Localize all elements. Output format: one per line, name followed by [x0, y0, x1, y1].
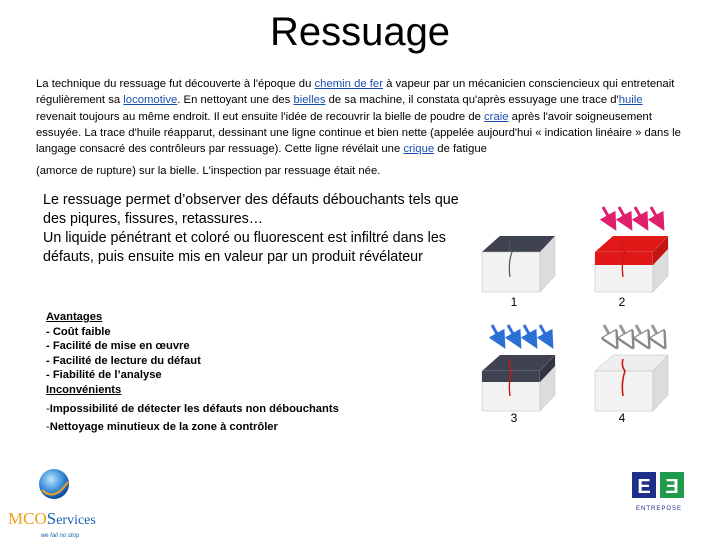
logo-tagline: we fail no stop [40, 533, 80, 539]
link-crique[interactable]: crique [403, 143, 435, 156]
link-huile[interactable]: huile [618, 94, 643, 107]
link-chemin-de-fer[interactable]: chemin de fer [314, 78, 383, 90]
block-step-2 [595, 236, 668, 292]
logo-text: MCOServices [8, 509, 96, 528]
ressuage-steps-figure [470, 195, 680, 425]
block-step-3 [482, 355, 555, 411]
intro-text: de fatigue [434, 143, 487, 156]
block-step-1 [482, 236, 555, 292]
advantage-item: - Facilité de mise en œuvre [46, 340, 190, 353]
step-label-4: 4 [618, 411, 626, 425]
inconvenient-item: -Nettoyage minutieux de la zone à contrôler [46, 421, 278, 434]
cleaner-arrows [492, 325, 549, 341]
step-label-2: 2 [618, 295, 626, 309]
logo-letter-e-mirrored: Ǝ [665, 476, 679, 498]
intro-paragraph [36, 76, 684, 180]
intro-text: revenait toujours au même endroit. Il eut ensuite l'idée de recouvrir la bielle de poudre de [36, 110, 485, 123]
mco-services-logo [4, 462, 116, 540]
inconvenients-heading: Inconvénients [46, 383, 122, 396]
pros-cons-list [46, 310, 376, 435]
logo-subtitle: ENTREPOSE [635, 506, 683, 512]
intro-text: La technique du ressuage fut découverte à l'époque du [36, 78, 315, 90]
link-craie[interactable]: craie [484, 110, 509, 123]
link-locomotive[interactable]: locomotive [123, 94, 178, 107]
intro-text: de sa machine, il constata qu'après essuyage une trace d' [325, 94, 619, 107]
advantage-item: - Facilité de lecture du défaut [46, 354, 201, 367]
inconvenient-item: -Impossibilité de détecter les défauts non débouchants [46, 402, 339, 415]
advantage-item: - Fiabilité de l’analyse [46, 369, 162, 382]
penetrant-arrows [603, 207, 660, 223]
step-label-3: 3 [510, 411, 518, 425]
advantage-item: - Coût faible [46, 325, 111, 338]
block-step-4 [595, 355, 668, 411]
step-label-1: 1 [510, 295, 518, 309]
main-paragraph-1: Le ressuage permet d’observer des défauts débouchants tels que des piqures, fissures, retassures… [43, 192, 459, 227]
page-title: Ressuage [269, 10, 451, 54]
main-description [43, 191, 463, 267]
intro-text-last: (amorce de rupture) sur la bielle. L'inspection par ressuage était née. [36, 165, 381, 178]
entrepose-logo [626, 470, 692, 516]
intro-text: après l'avoir soigneusement essuyée. La trace d'huile réapparut, dessinant une ligne continue et bien nette (appelée aujourd'hui « indication linéaire » dans le langage consacré des contrôleurs par ressuage). Cette ligne révélait une [36, 110, 681, 156]
developer-arrows [604, 325, 661, 341]
main-paragraph-2: Un liquide pénétrant et coloré ou fluorescent est infiltré dans les défauts, puis ensuite mis en valeur par un produit révélateur [43, 230, 446, 265]
logo-letter-e: E [637, 476, 651, 498]
advantages-heading: Avantages [46, 311, 103, 323]
intro-text: . En nettoyant une des [177, 94, 294, 107]
link-bielles[interactable]: bielles [293, 94, 326, 107]
intro-text: à vapeur par un mécanicien consciencieux qui entretenait régulièrement sa [36, 78, 675, 107]
